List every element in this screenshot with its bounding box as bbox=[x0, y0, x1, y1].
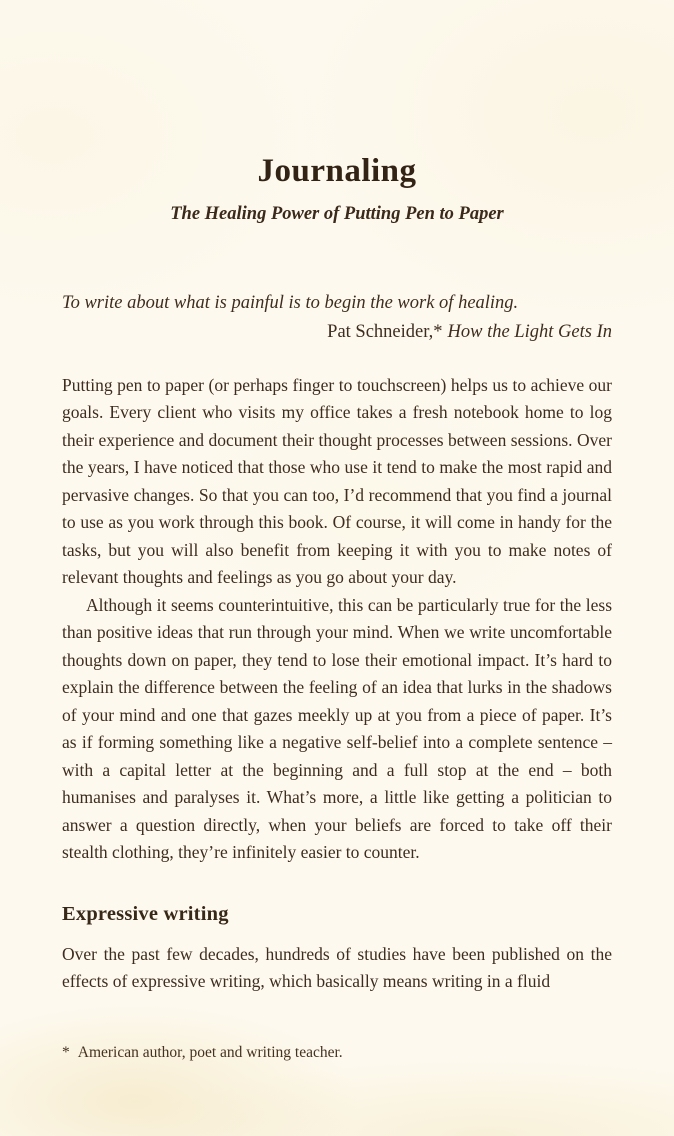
section-paragraph: Over the past few decades, hundreds of studies have been published on the effects of expressive writing, which basically means writing in a fluid bbox=[62, 943, 612, 992]
chapter-title: Journaling bbox=[257, 153, 417, 189]
footnote-text: American author, poet and writing teacher. bbox=[77, 1044, 343, 1061]
body-paragraph-1: Putting pen to paper (or perhaps finger to touchscreen) helps us to achieve our goals. Every client who visits my office takes a fresh notebook home to log their experience and document their thought processes between sessions. Over the years, I have noticed that those who use it tend to make the most rapid and pervasive changes. So that you can too, I’d recommend that you find a journal to use as you work through this book. Of course, it will come in handy for the tasks, but you will also benefit from keeping it with you to make notes of relevant thoughts and feelings as you go about your day. bbox=[62, 374, 612, 588]
epigraph-work-title: How the Light Gets In bbox=[447, 321, 612, 342]
footnote-asterisk-marker: * bbox=[62, 1044, 70, 1061]
footnote bbox=[62, 1044, 612, 1062]
chapter-subtitle: The Healing Power of Putting Pen to Paper bbox=[170, 203, 504, 224]
section-heading: Expressive writing bbox=[62, 902, 229, 925]
body-paragraph-2: Although it seems counterintuitive, this can be particularly true for the less than positive ideas that run through your mind. When we write uncomfortable thoughts down on paper, they tend to lose their emotional impact. It’s hard to explain the difference between the feeling of an idea that lurks in the shadows of your mind and one that gazes meekly up at you from a piece of paper. It’s as if forming something like a negative self-belief into a complete sentence – with a capital letter at the beginning and a full stop at the end – both humanises and paralyses it. What’s more, a little like getting a politician to answer a question directly, when your beliefs are forced to take off their stealth clothing, they’re infinitely easier to counter. bbox=[62, 594, 612, 863]
epigraph bbox=[62, 289, 612, 346]
epigraph-author: Pat Schneider,* bbox=[327, 321, 443, 342]
epigraph-quote: To write about what is painful is to begin the work of healing. bbox=[62, 292, 519, 313]
epigraph-attribution bbox=[62, 318, 612, 346]
